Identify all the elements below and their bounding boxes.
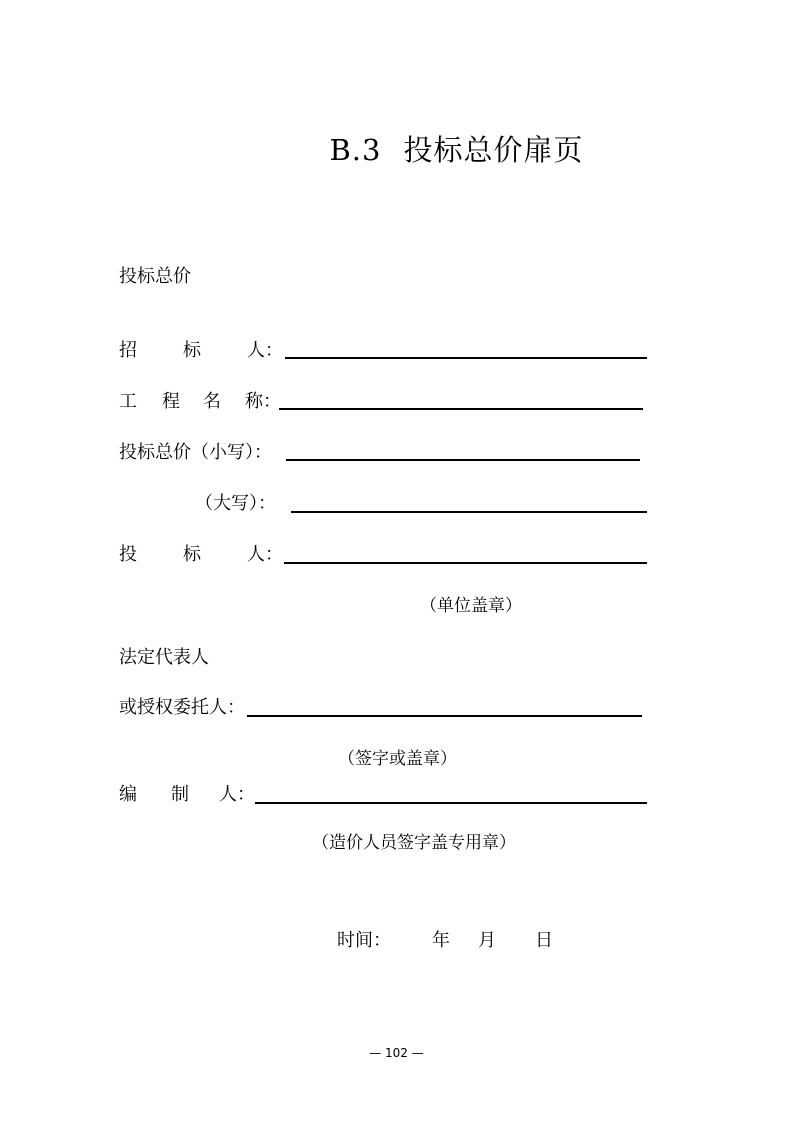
- bidder-input-line[interactable]: [284, 562, 647, 564]
- tenderer-char-3: 人：: [247, 340, 283, 361]
- legal-rep-sign-note: （签字或盖章）: [338, 749, 457, 769]
- date-month: 月: [478, 930, 496, 951]
- date-year: 年: [432, 930, 450, 951]
- total-small-input-line[interactable]: [286, 459, 640, 461]
- tenderer-char-1: 招: [119, 340, 137, 361]
- date-day: 日: [535, 930, 553, 951]
- project-name-char-4: 称：: [245, 391, 281, 412]
- date-label: 时间：: [337, 930, 391, 951]
- compiler-seal-note: （造价人员签字盖专用章）: [312, 833, 516, 853]
- project-name-char-3: 名: [203, 391, 221, 412]
- legal-rep-input-line[interactable]: [247, 715, 642, 717]
- section-heading: 投标总价: [119, 266, 191, 287]
- page-title: [0, 128, 793, 169]
- tenderer-char-2: 标: [183, 340, 201, 361]
- compiler-input-line[interactable]: [255, 802, 647, 804]
- project-name-char-2: 程: [162, 391, 180, 412]
- legal-rep-label-line1: 法定代表人: [119, 647, 209, 668]
- title-text: 投标总价扉页: [403, 133, 584, 167]
- page-number: — 102 —: [369, 1046, 424, 1060]
- total-small-label: 投标总价（小写）：: [119, 442, 272, 463]
- compiler-char-3: 人：: [219, 784, 255, 805]
- legal-rep-label-line2: 或授权委托人：: [119, 697, 245, 718]
- total-large-input-line[interactable]: [291, 511, 647, 513]
- bidder-char-3: 人：: [247, 544, 283, 565]
- total-large-label: （大写）：: [195, 493, 276, 514]
- title-code: B.3: [329, 133, 382, 167]
- compiler-char-2: 制: [171, 784, 189, 805]
- bidder-char-1: 投: [119, 544, 137, 565]
- bidder-char-2: 标: [183, 544, 201, 565]
- compiler-char-1: 编: [119, 784, 137, 805]
- project-name-char-1: 工: [119, 391, 137, 412]
- bidder-seal-note: （单位盖章）: [420, 596, 522, 616]
- tenderer-input-line[interactable]: [285, 357, 647, 359]
- project-name-input-line[interactable]: [279, 408, 643, 410]
